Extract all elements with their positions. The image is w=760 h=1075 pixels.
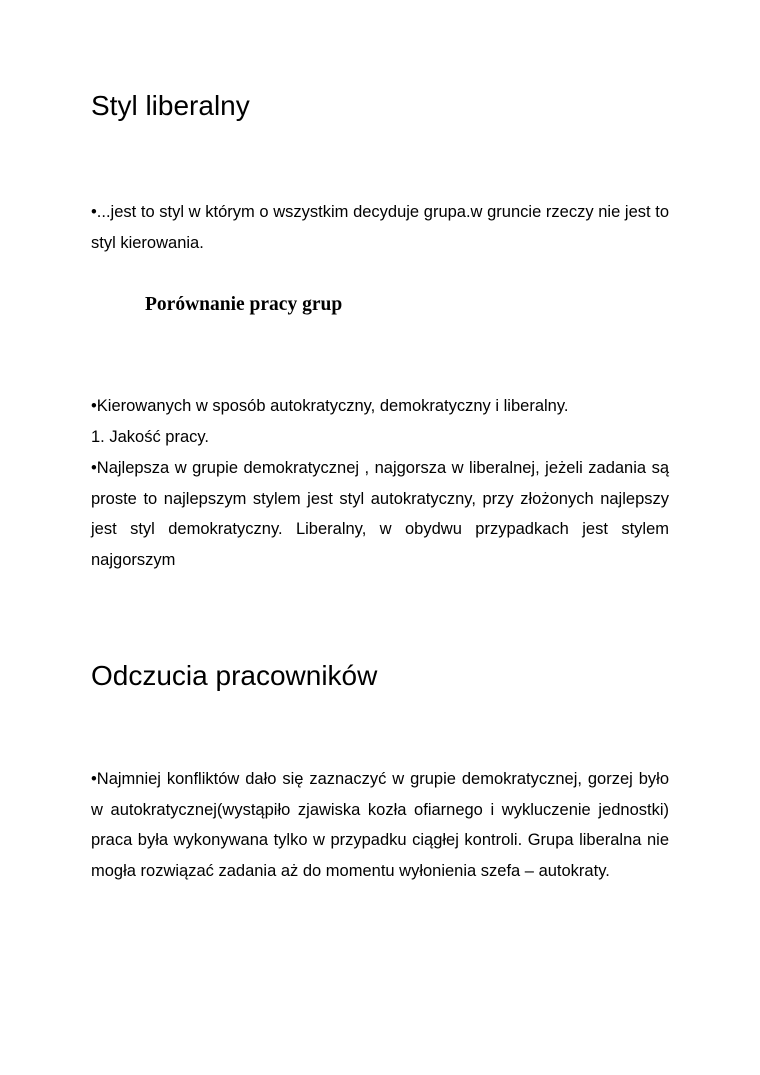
paragraph-najlepsza: •Najlepsza w grupie demokratycznej , najgorsza w liberalnej, jeżeli zadania są proste to najlepszym stylem jest styl autokratyczny, przy złożonych najlepszy jest styl demokratyczny. Liberalny, w obydwu przypadkach jest stylem najgorszym [91,459,669,569]
subheading-porownanie-pracy-grup: Porównanie pracy grup [145,294,343,315]
heading-styl-liberalny: Styl liberalny [91,90,250,121]
paragraph-styl-liberalny: •...jest to styl w którym o wszystkim decyduje grupa.w gruncie rzeczy nie jest to styl kierowania. [91,203,669,252]
paragraph-kierowanych: •Kierowanych w sposób autokratyczny, demokratyczny i liberalny. [91,397,569,415]
list-item-jakosc-pracy: 1. Jakość pracy. [91,428,209,446]
heading-odczucia-pracownikow: Odczucia pracowników [91,660,378,691]
paragraph-odczucia: •Najmniej konfliktów dało się zaznaczyć w grupie demokratycznej, gorzej było w autokratycznej(wystąpiło zjawiska kozła ofiarnego i wykluczenie jednostki) praca była wykonywana tylko w przypadku ciągłej kontroli. Grupa liberalna nie mogła rozwiązać zadania aż do momentu wyłonienia szefa – autokraty. [91,770,669,880]
